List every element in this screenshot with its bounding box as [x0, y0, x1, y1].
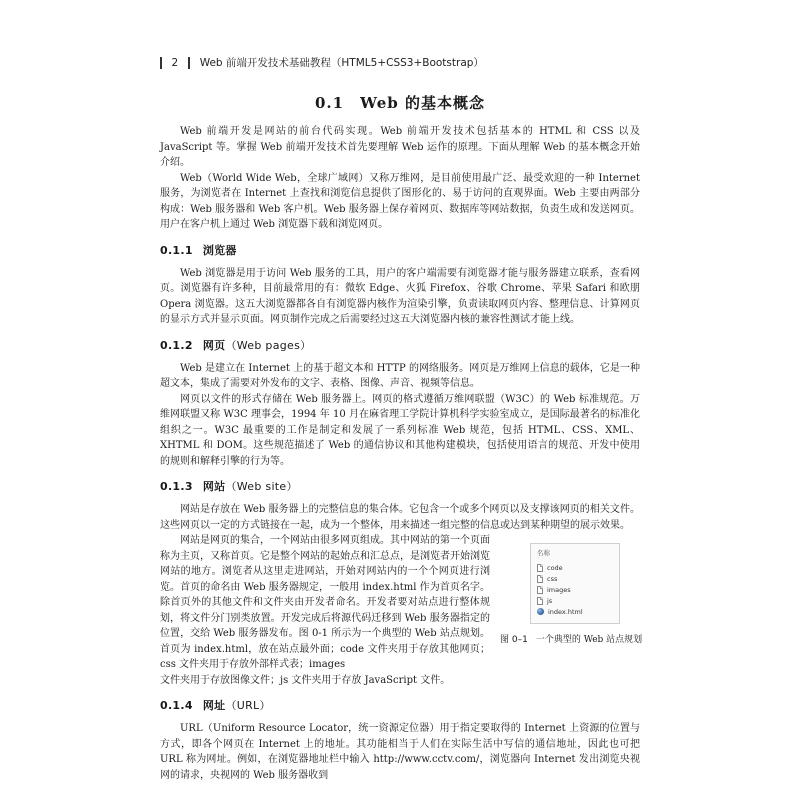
section-subtitle: （Web site）	[225, 480, 298, 493]
header-bar-right	[188, 57, 190, 69]
intro-paragraph-2: Web（World Wide Web，全球广域网）又称万维网，是目前使用最广泛、最受欢迎的一种 Internet 服务，为浏览者在 Internet 上查找和浏览信息提供了图形化的、易于访问的直观界面。Web 主要由两部分构成：Web 服务器和 Web 客户机。Web 服务器上保存着网页、数据库等网站数据，负责生成和发送网页。用户在客户机上通过 Web 浏览器下载和浏览网页。	[160, 172, 640, 230]
section-title: 网站	[202, 480, 226, 493]
page-number: 2	[171, 56, 179, 69]
section-title: 浏览器	[202, 243, 237, 257]
header-bar-left	[160, 57, 162, 69]
folder-icon	[537, 597, 543, 605]
file-list-header: 名称	[537, 549, 550, 557]
section-subtitle: （Web pages）	[225, 338, 312, 352]
intro-paragraph-1: Web 前端开发是网站的前台代码实现。Web 前端开发技术包括基本的 HTML 和 CSS 以及 JavaScript 等。掌握 Web 前端开发技术首先要理解 Web 运作的原理。下面从理解 Web 的基本概念开始介绍。	[160, 126, 640, 168]
webpage-paragraph-1: Web 是建立在 Internet 上的基于超文本和 HTTP 的网络服务。网页是万维网上信息的载体，它是一种超文本，集成了需要对外发布的文字、表格、图像、声音、视频等信息。	[160, 362, 640, 389]
file-item-label: index.html	[548, 607, 583, 616]
main-content	[160, 124, 643, 783]
figure-site-structure	[500, 543, 643, 673]
book-title: Web 前端开发技术基础教程（HTML5+CSS3+Bootstrap）	[199, 57, 484, 69]
folder-icon	[537, 586, 543, 594]
file-explorer-panel	[530, 543, 620, 624]
section-number: 0.1.4	[160, 699, 193, 712]
folder-icon	[537, 564, 543, 572]
file-item-label: js	[547, 596, 553, 605]
file-item-label: images	[547, 585, 571, 594]
figure-caption-text: 一个典型的 Web 站点规划	[535, 635, 643, 645]
browser-paragraph-1: Web 浏览器是用于访问 Web 服务的工具，用户的客户端需要有浏览器才能与服务器建立联系，查看网页。浏览器有许多种，目前最常用的有：微软 Edge、火狐 Firefox、谷歌 Chrome、苹果 Safari 和欧朋 Opera 浏览器。这五大浏览器都各自有浏览器内核作为渲染引擎，负责读取网页内容、整理信息、计算网页的显示方式并显示页面。网页制作完成之后需要经过这五大浏览器内核的兼容性测试才能上线。	[160, 267, 640, 325]
section-heading-url	[160, 697, 640, 713]
section-heading-webpage	[160, 337, 640, 353]
file-item-label: css	[547, 574, 558, 583]
url-paragraph-1: URL（Uniform Resource Locator，统一资源定位器）用于指定要取得的 Internet 上资源的位置与方式，即各个网页在 Internet 上的地址。其功能相当于人们在实际生活中写信的通信地址，因此也可把 URL 称为网址。例如，在浏览器地址栏中输入 http://www.cctv.com/，浏览器向 Internet 发出浏览央视网的请求，央视网的 Web 服务器收到	[160, 723, 640, 781]
section-title: 网址	[202, 699, 226, 712]
folder-icon	[537, 575, 543, 583]
webpage-paragraph-2: 网页以文件的形式存储在 Web 服务器上。网页的格式遵循万维网联盟（W3C）的 Web 标准规范。万维网联盟又称 W3C 理事会，1994 年 10 月在麻省理工学院计算机科学实验室成立，是国际最著名的标准化组织之一。W3C 最重要的工作是制定和发展了一系列标准 Web 规范，包括 HTML、CSS、XML、XHTML 和 DOM。这些规范描述了 Web 的通信协议和其他构建模块，包括使用语言的规范、开发中使用的规则和解释引擎的行为等。	[160, 393, 640, 467]
running-head	[160, 55, 484, 70]
file-item-label: code	[547, 563, 563, 572]
figure-caption-number: 图 0–1	[500, 635, 528, 645]
website-float-text	[160, 533, 490, 673]
section-heading-browser	[160, 242, 640, 258]
file-item-images	[537, 584, 613, 595]
website-paragraph-1: 网站是存放在 Web 服务器上的完整信息的集合体。它包含一个或多个网页以及支撑该网页的相关文件。这些网页以一定的方式链接在一起，成为一个整体，用来描述一组完整的信息或达到某种期望的展示效果。	[160, 504, 640, 531]
file-item-css	[537, 573, 613, 584]
section-subtitle: （URL）	[225, 699, 271, 712]
figure-caption	[500, 632, 643, 645]
chapter-title: 0.1 Web 的基本概念	[315, 94, 485, 112]
file-item-js	[537, 595, 613, 606]
section-heading-website	[160, 478, 640, 494]
file-item-code	[537, 562, 613, 573]
website-figure-wrap	[160, 533, 643, 673]
section-number: 0.1.1	[160, 243, 193, 257]
website-paragraph-2: 网站是网页的集合，一个网站由很多网页组成。其中网站的第一个页面称为主页，又称首页。它是整个网站的起始点和汇总点，是浏览者开始浏览网站的地方。浏览者从这里走进网站，开始对网站内的一个个网页进行浏览。首页的命名由 Web 服务器规定，一般用 index.html 作为首页名字。除首页外的其他文件和文件夹由开发者命名。开发者要对站点进行整体规划，将文件分门别类放置。开发完成后将源代码迁移到 Web 服务器指定的位置，交给 Web 服务器发布。图 0-1 所示为一个典型的 Web 站点规划。首页为 index.html，放在站点最外面；code 文件夹用于存放其他网页；css 文件夹用于存放外部样式表；images	[160, 535, 490, 670]
section-number: 0.1.2	[160, 338, 193, 352]
globe-icon	[537, 608, 544, 615]
section-title: 网页	[202, 338, 226, 352]
section-number: 0.1.3	[160, 480, 193, 493]
website-paragraph-2-continued: 文件夹用于存放图像文件；js 文件夹用于存放 JavaScript 文件。	[160, 674, 451, 686]
file-item-index-html	[537, 606, 613, 617]
